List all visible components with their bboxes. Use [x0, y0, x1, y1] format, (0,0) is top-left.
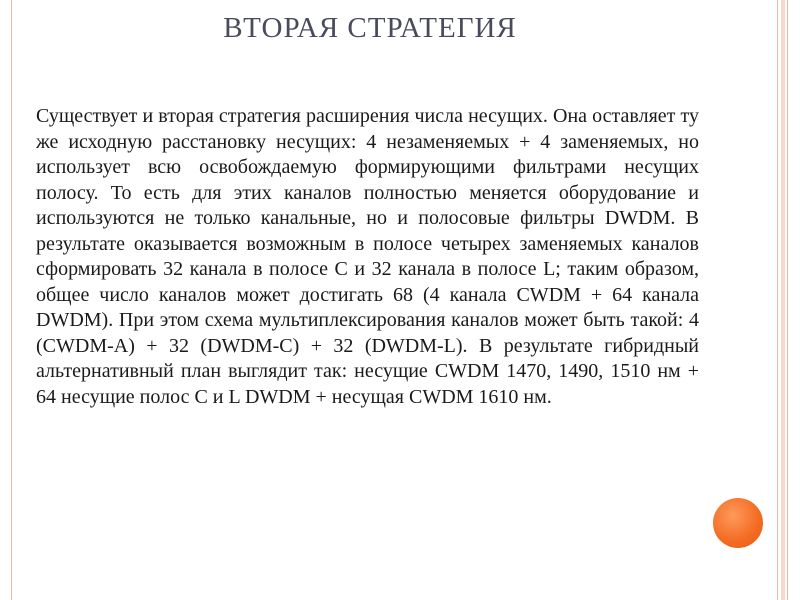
slide-body-text: Существует и вторая стратегия расширения числа несущих. Она оставляет ту же исходную расстановку несущих: 4 незаменяемых + 4 заменяемых, но использует всю освобождаемую формирующими фильтрами несущих полосу. То есть для этих каналов полностью меняется оборудование и используются не только канальные, но и полосовые фильтры DWDM. В результате оказывается возможным в полосе четырех заменяемых каналов сформировать 32 канала в полосе C и 32 канала в полосе L; таким образом, общее число каналов может достигать 68 (4 канала CWDM + 64 канала DWDM). При этом схема мультиплексирования каналов может быть такой: 4 (CWDM-A) + 32 (DWDM-C) + 32 (DWDM-L). В результате гибридный альтернативный план выглядит так: несущие CWDM 1470, 1490, 1510 нм + 64 несущие полос C и L DWDM + несущая CWDM 1610 нм.	[36, 105, 699, 408]
decorative-line	[787, 0, 788, 600]
slide-title: ВТОРАЯ СТРАТЕГИЯ	[223, 12, 517, 44]
decorative-stripe	[781, 0, 785, 600]
orange-circle-icon	[713, 498, 763, 548]
